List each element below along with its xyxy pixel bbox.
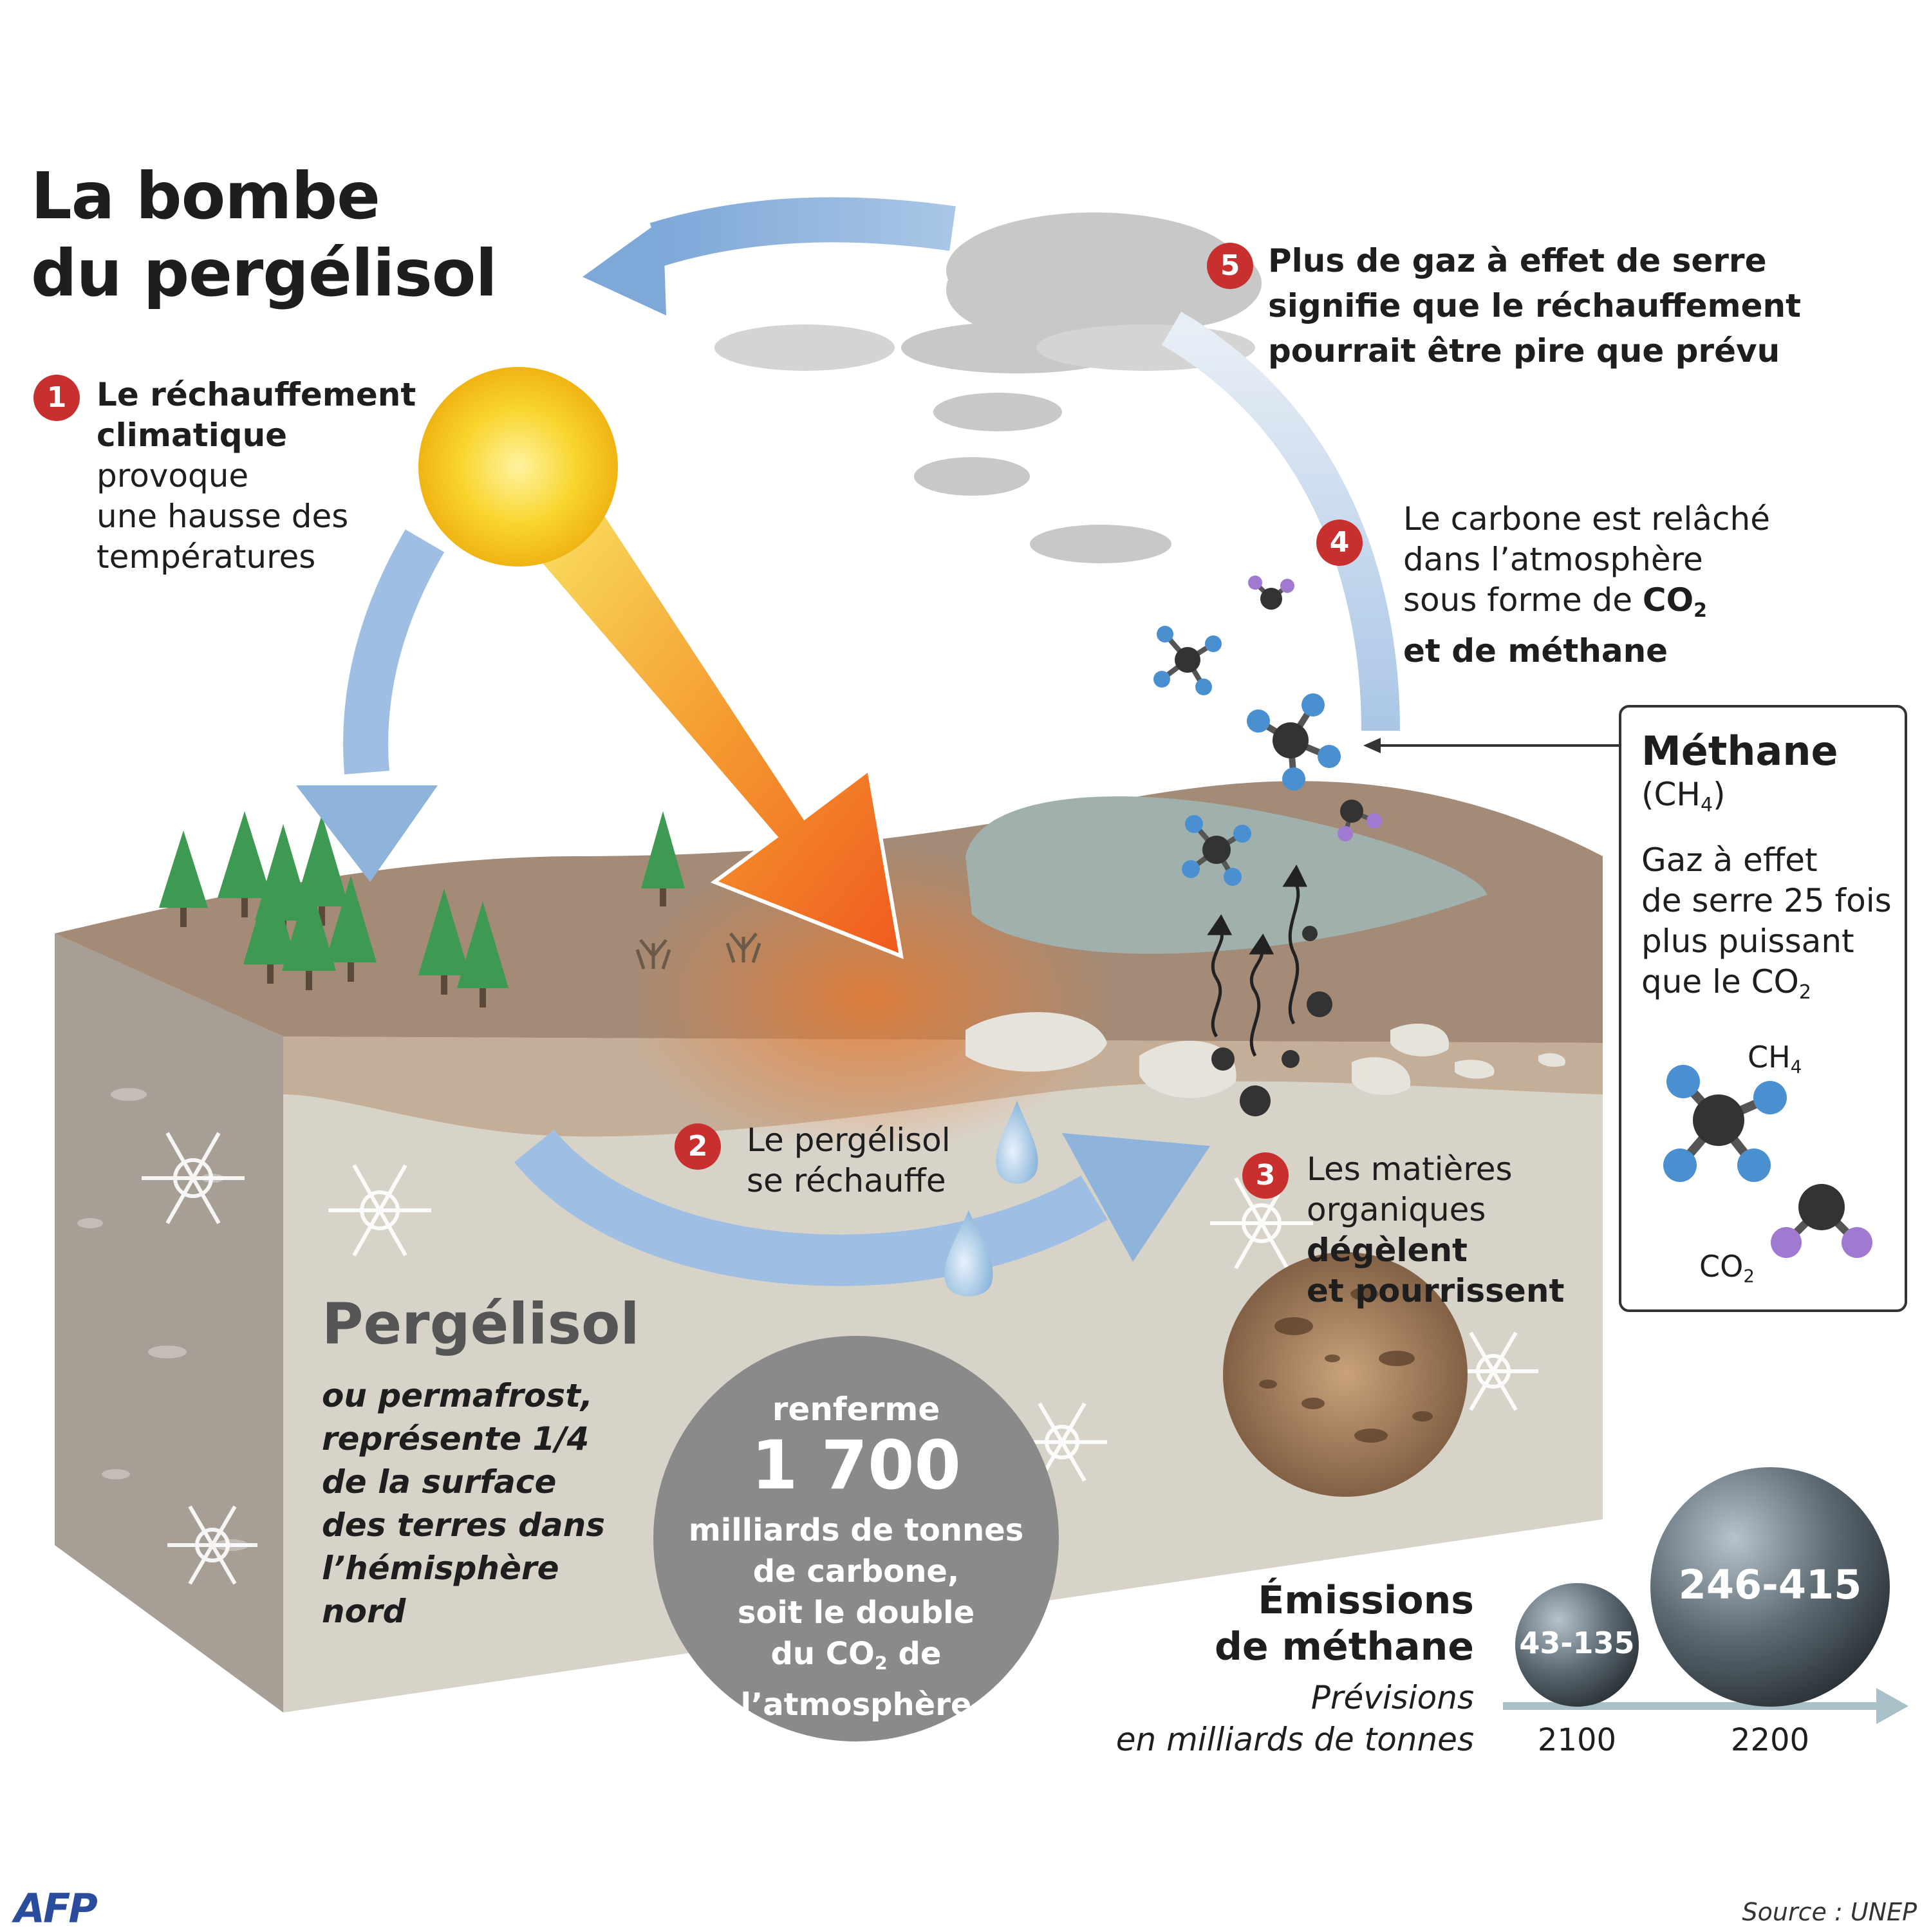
- carbon-circle-value: 1 700: [751, 1426, 961, 1505]
- emissions-2100-value: 43-135: [1519, 1626, 1635, 1660]
- step-4-line-2: dans l’atmosphère: [1403, 541, 1703, 578]
- co2-molecule-icon: [1248, 576, 1294, 610]
- permafrost-desc-line-6: nord: [322, 1593, 406, 1630]
- methane-molecule-icon: [1153, 626, 1222, 695]
- cycle-arrow-top: [583, 219, 953, 315]
- permafrost-description: [322, 1374, 605, 1633]
- title-line-2: du pergélisol: [31, 236, 497, 311]
- carbon-circle-line-6: l’atmosphère: [740, 1686, 972, 1723]
- step-2-line-1: Le pergélisol: [747, 1121, 951, 1159]
- step-5-text: [1268, 238, 1801, 373]
- step-3-line-1: Les matières: [1307, 1150, 1513, 1188]
- emissions-subtitle: [1116, 1677, 1474, 1761]
- step-1-line-5: températures: [97, 538, 316, 576]
- methane-desc-line-2: de serre 25 fois: [1641, 882, 1892, 919]
- step-1-text: [97, 375, 416, 577]
- step-badge-4: 4: [1316, 520, 1363, 566]
- carbon-circle-co2: du CO: [770, 1636, 875, 1672]
- step-5-line-3: pourrait être pire que prévu: [1268, 332, 1780, 370]
- methane-pointer-line: [1363, 738, 1619, 753]
- methane-molecule-icon: [1247, 693, 1341, 791]
- step-1-bold-line-2: climatique: [97, 417, 288, 454]
- co2-molecule-icon: [1771, 1184, 1872, 1258]
- permafrost-desc-line-4: des terres dans: [322, 1506, 605, 1544]
- methane-formula-ch: (CH: [1641, 776, 1701, 813]
- carbon-circle-co2-sub: 2: [874, 1652, 888, 1674]
- carbon-circle-line-3: de carbone,: [752, 1553, 960, 1590]
- step-badge-5: 5: [1207, 243, 1253, 289]
- ch4-label: [1748, 1040, 1802, 1077]
- step-3-line-2: organiques: [1307, 1191, 1486, 1228]
- carbon-circle-line-4: soit le double: [737, 1595, 975, 1631]
- emissions-2200-value: 246-415: [1678, 1561, 1862, 1608]
- step-3-bold-line-4: et pourrissent: [1307, 1272, 1565, 1309]
- co2-label: [1699, 1249, 1755, 1286]
- step-badge-3: 3: [1242, 1152, 1289, 1199]
- co2-label-sub: 2: [1743, 1265, 1755, 1287]
- permafrost-desc-line-5: l’hémisphère: [322, 1550, 559, 1587]
- emissions-subtitle-line-1: Prévisions: [1311, 1679, 1474, 1716]
- permafrost-desc-line-1: ou permafrost,: [322, 1377, 593, 1414]
- source-credit: Source : UNEP: [1742, 1898, 1917, 1926]
- step-1-line-3: provoque: [97, 457, 249, 494]
- step-4-line-1: Le carbone est relâché: [1403, 500, 1770, 538]
- afp-logo: AFP: [14, 1885, 96, 1932]
- permafrost-title: Pergélisol: [322, 1291, 640, 1357]
- methane-formula-sub: 4: [1701, 794, 1713, 816]
- methane-desc-line-1: Gaz à effet: [1641, 841, 1818, 879]
- step-4-bold-line-4: et de méthane: [1403, 632, 1668, 670]
- emissions-title: [1215, 1577, 1474, 1670]
- step-badge-1: 1: [33, 375, 80, 421]
- emissions-title-line-2: de méthane: [1214, 1624, 1474, 1669]
- step-4-text: [1403, 499, 1770, 671]
- step-1-bold-line-1: Le réchauffement: [97, 376, 416, 413]
- emissions-2200-year: 2200: [1730, 1722, 1810, 1758]
- ch4-label-sub: 4: [1790, 1056, 1802, 1078]
- cloud-icon-group: [714, 212, 1262, 563]
- methane-box-description: [1641, 840, 1892, 1013]
- carbon-circle-line-1: renferme: [772, 1391, 940, 1428]
- step-4-line-3: sous forme de: [1403, 581, 1633, 619]
- carbon-circle-description: [650, 1510, 1062, 1725]
- step-4-co2: CO: [1642, 581, 1694, 619]
- step-badge-2: 2: [675, 1123, 721, 1170]
- step-4-co2-sub: 2: [1693, 599, 1707, 622]
- ch4-molecule-icon: [1663, 1065, 1787, 1182]
- methane-desc-line-4: que le CO: [1641, 963, 1799, 1000]
- emissions-2100-year: 2100: [1537, 1722, 1617, 1758]
- step-1-line-4: une hausse des: [97, 498, 349, 535]
- carbon-circle-de: de: [887, 1636, 942, 1672]
- step-2-line-2: se réchauffe: [747, 1162, 946, 1199]
- step-5-line-1: Plus de gaz à effet de serre: [1268, 242, 1767, 279]
- step-2-text: [747, 1120, 951, 1201]
- methane-desc-co2-sub: 2: [1798, 981, 1811, 1004]
- methane-box-formula: [1641, 776, 1726, 816]
- emissions-title-line-1: Émissions: [1258, 1578, 1474, 1623]
- methane-box-title: Méthane: [1641, 727, 1838, 774]
- ch4-label-text: CH: [1748, 1040, 1791, 1074]
- methane-desc-line-3: plus puissant: [1641, 923, 1854, 960]
- carbon-circle-line-2: milliards de tonnes: [688, 1512, 1024, 1548]
- methane-formula-close: ): [1713, 776, 1726, 813]
- emissions-subtitle-line-2: en milliards de tonnes: [1115, 1721, 1474, 1758]
- step-3-bold-line-3: dégèlent: [1307, 1232, 1468, 1269]
- permafrost-desc-line-2: représente 1/4: [322, 1420, 590, 1458]
- sun-icon: [418, 367, 618, 567]
- co2-label-text: CO: [1699, 1249, 1744, 1284]
- step-3-text: [1307, 1149, 1564, 1311]
- permafrost-desc-line-3: de la surface: [322, 1463, 557, 1501]
- step-5-line-2: signifie que le réchauffement: [1268, 287, 1802, 324]
- page-title: [31, 158, 497, 312]
- title-line-1: La bombe: [31, 158, 380, 234]
